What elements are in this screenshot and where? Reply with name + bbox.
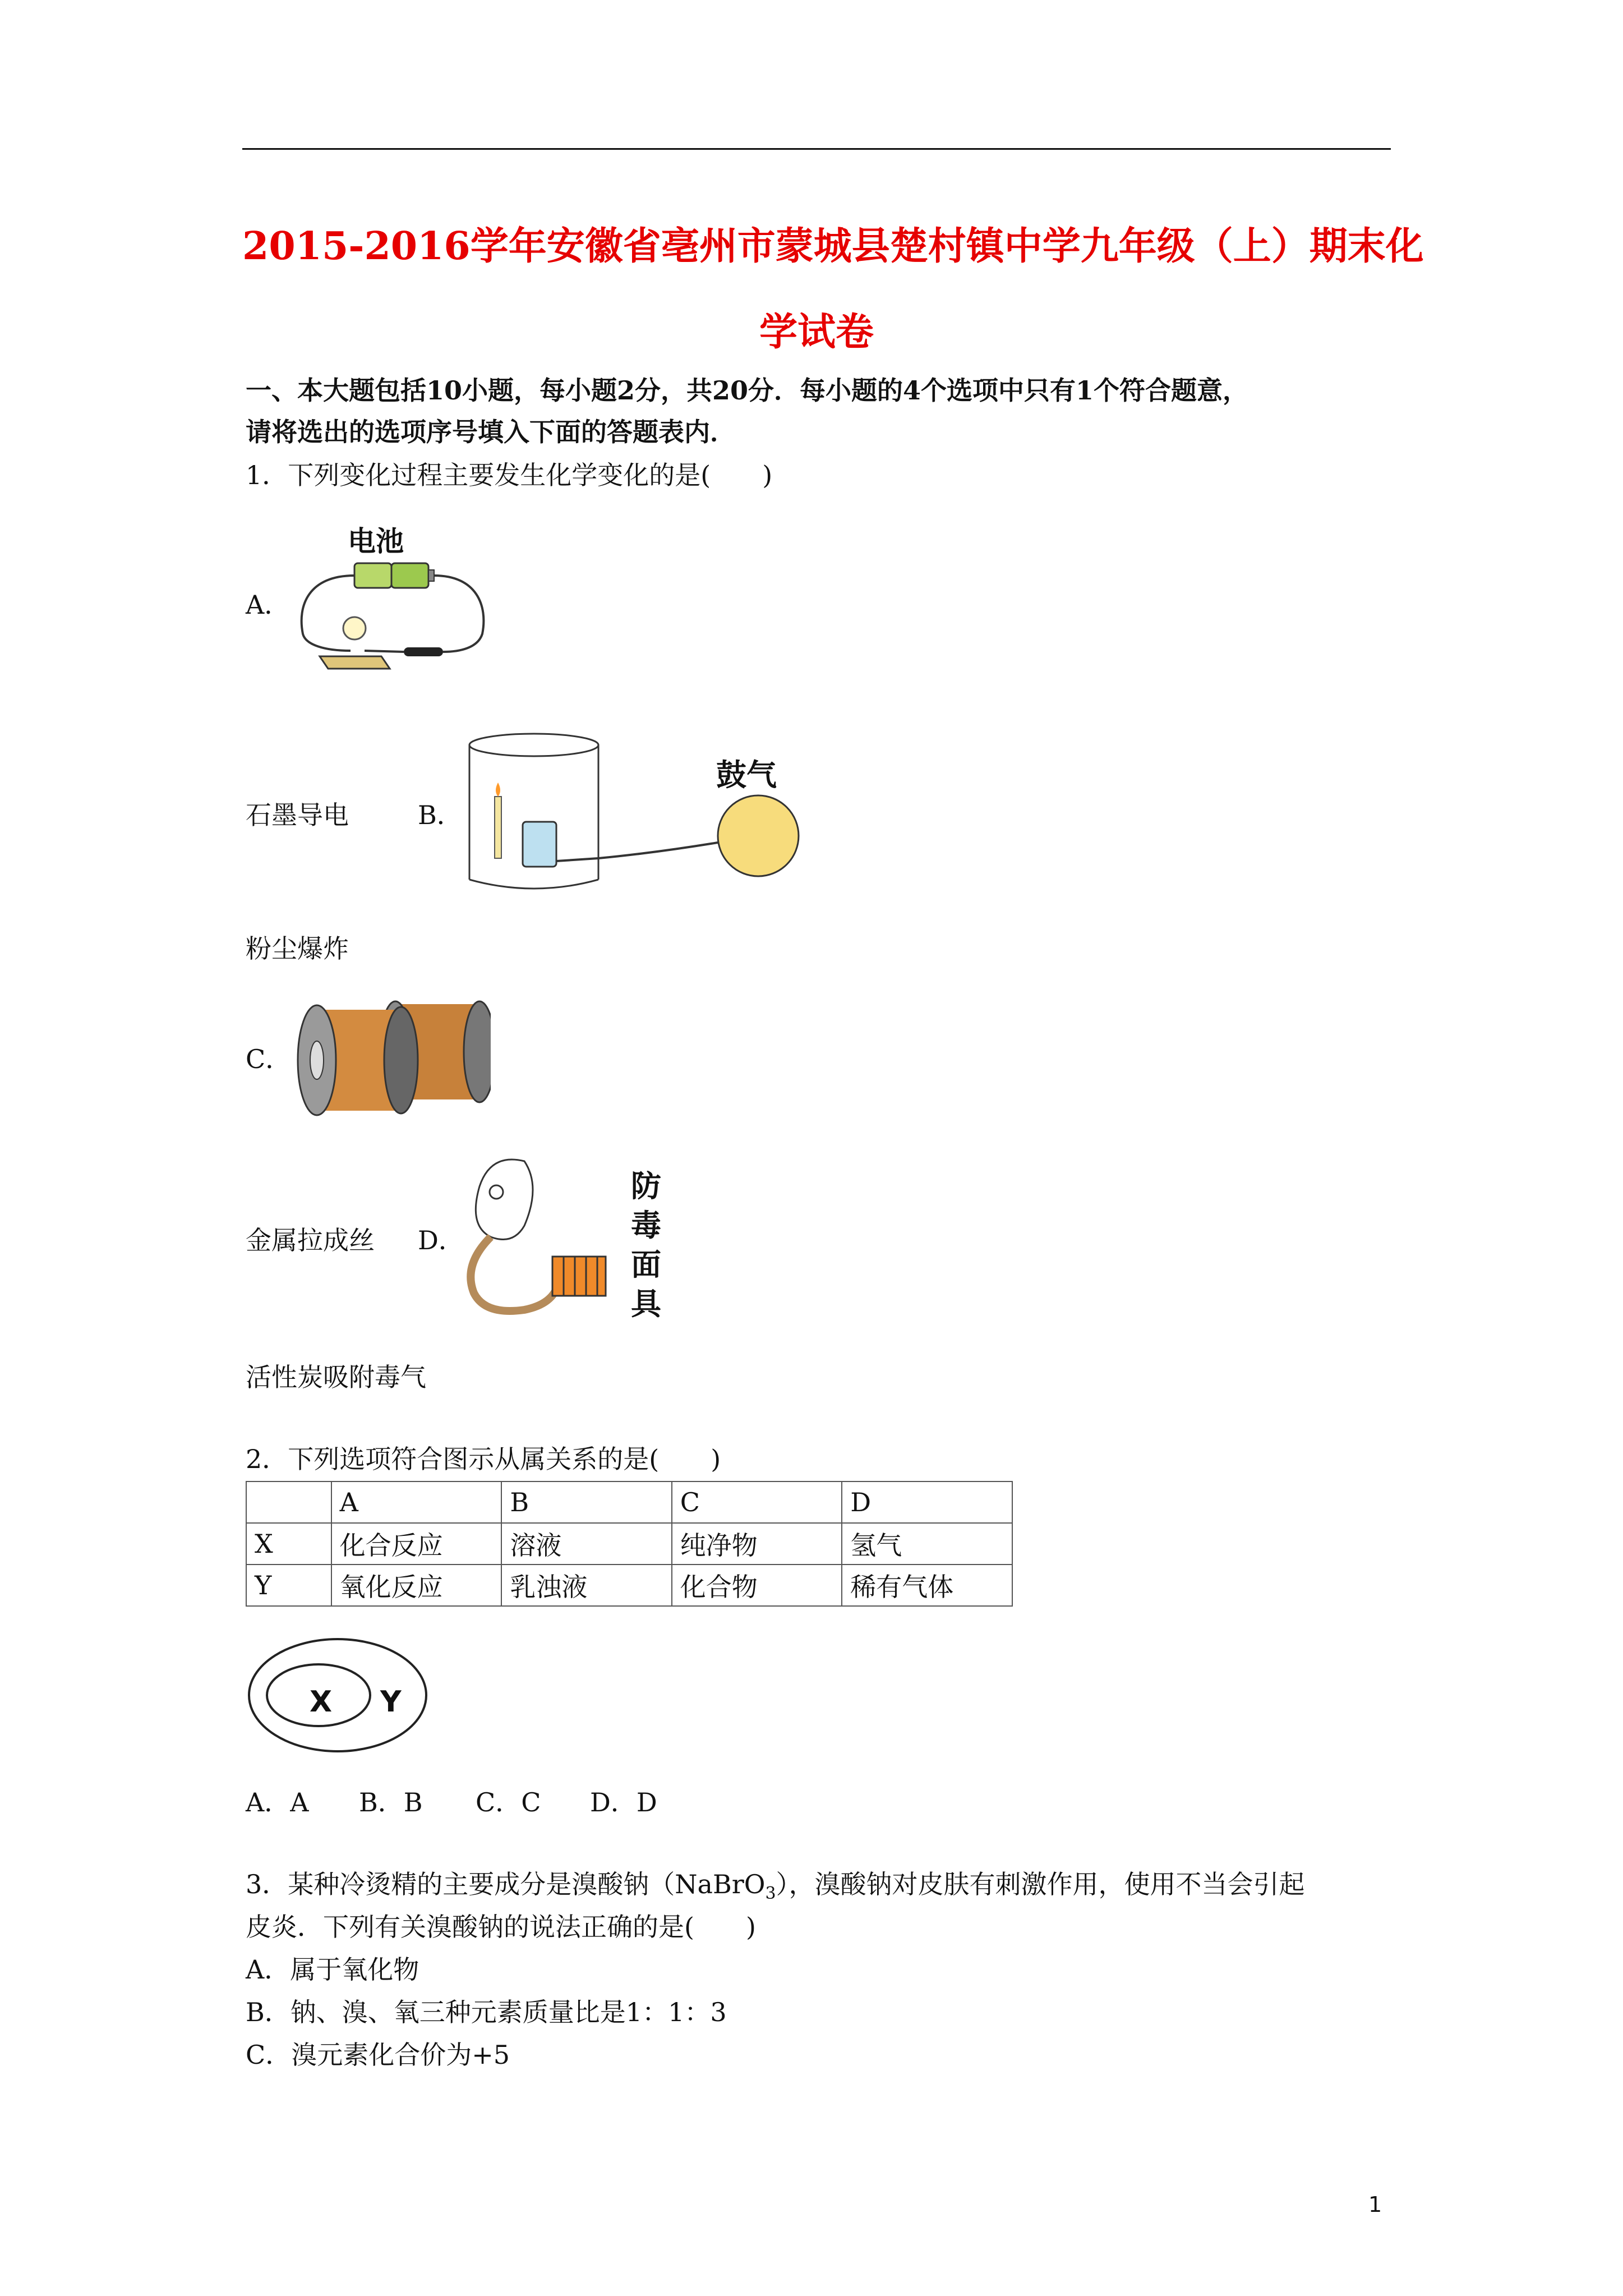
page-title-line1: 2015-2016学年安徽省亳州市蒙城县楚村镇中学九年级（上）期末化 <box>242 224 1424 269</box>
table-row <box>246 1523 1012 1565</box>
table-cell: 化合反应 <box>331 1523 502 1565</box>
q2-choice-c: C．C <box>476 1787 541 1818</box>
battery-label: 电池 <box>348 525 404 558</box>
page-number: 1 <box>1368 2192 1382 2217</box>
table-cell: 溶液 <box>501 1523 671 1565</box>
header-rule <box>242 148 1391 150</box>
gas-mask-label-char: 面 <box>631 1247 661 1282</box>
table-cell: C <box>672 1481 842 1523</box>
q2-choice-d: D．D <box>590 1787 657 1818</box>
table-cell: 稀有气体 <box>842 1565 1012 1606</box>
section-instruction-line1: 一、本大题包括10小题，每小题2分，共20分．每小题的4个选项中只有1个符合题意， <box>246 375 1249 406</box>
q1-option-a-letter: A． <box>246 590 291 620</box>
table-cell: B <box>501 1481 671 1523</box>
q1-option-d-letter: D． <box>418 1225 464 1255</box>
q1-option-b-letter: B． <box>418 800 463 830</box>
table-cell: 乳浊液 <box>501 1565 671 1606</box>
q1-option-b-caption: 粉尘爆炸 <box>246 933 349 964</box>
q3-option-b: B．钠、溴、氧三种元素质量比是1：1：3 <box>246 1997 727 2027</box>
q3-stem-line2: 皮炎．下列有关溴酸钠的说法正确的是( ) <box>246 1912 756 1942</box>
table-cell: D <box>842 1481 1012 1523</box>
q2-choice-a: A．A <box>246 1787 309 1818</box>
table-cell: Y <box>246 1565 331 1606</box>
table-header-row <box>246 1481 1012 1523</box>
q3-stem-line1 <box>246 1871 1305 1902</box>
table-cell: 氧化反应 <box>331 1565 502 1606</box>
table-cell: 化合物 <box>672 1565 842 1606</box>
gas-mask-label-char: 毒 <box>631 1208 661 1243</box>
q3-stem-text: 3．某种冷烫精的主要成分是溴酸钠（NaBrO <box>246 1869 766 1899</box>
q1-option-d-caption: 活性炭吸附毒气 <box>246 1362 426 1392</box>
q3-option-a: A．属于氧化物 <box>246 1954 419 1985</box>
section-instruction-line2: 请将选出的选项序号填入下面的答题表内． <box>246 417 736 447</box>
table-row <box>246 1565 1012 1606</box>
gas-mask-image <box>457 1153 614 1321</box>
venn-inner-label: X <box>310 1685 333 1719</box>
page-title-line2: 学试卷 <box>759 310 874 355</box>
gas-mask-label-char: 具 <box>631 1286 661 1322</box>
q2-stem: 2．下列选项符合图示从属关系的是( ) <box>246 1444 721 1474</box>
formula-subscript: 3 <box>765 1884 776 1904</box>
table-cell: A <box>331 1481 502 1523</box>
copper-wire-spools-image <box>294 982 491 1122</box>
table-cell: 纯净物 <box>672 1523 842 1565</box>
q3-stem-text: ），溴酸钠对皮肤有刺激作用，使用不当会引起 <box>776 1869 1305 1899</box>
q2-choice-b: B．B <box>359 1787 423 1818</box>
q3-option-c: C．溴元素化合价为+5 <box>246 2040 510 2070</box>
venn-diagram <box>247 1635 432 1756</box>
q2-options-table <box>246 1481 1013 1607</box>
bellows-label: 鼓气 <box>716 757 777 793</box>
gas-mask-label-char: 防 <box>631 1168 661 1204</box>
table-cell: X <box>246 1523 331 1565</box>
q1-option-c-caption: 金属拉成丝 <box>246 1225 375 1255</box>
gas-mask-label <box>631 1167 670 1324</box>
q1-option-a-caption: 石墨导电 <box>246 800 349 830</box>
venn-outer-label: Y <box>380 1685 402 1719</box>
q1-option-c-letter: C． <box>246 1044 292 1074</box>
table-cell: 氢气 <box>842 1523 1012 1565</box>
battery-circuit-image <box>292 522 494 684</box>
table-cell <box>246 1481 331 1523</box>
q1-stem: 1．下列变化过程主要发生化学变化的是( ) <box>246 460 773 490</box>
dust-explosion-image <box>461 729 820 898</box>
